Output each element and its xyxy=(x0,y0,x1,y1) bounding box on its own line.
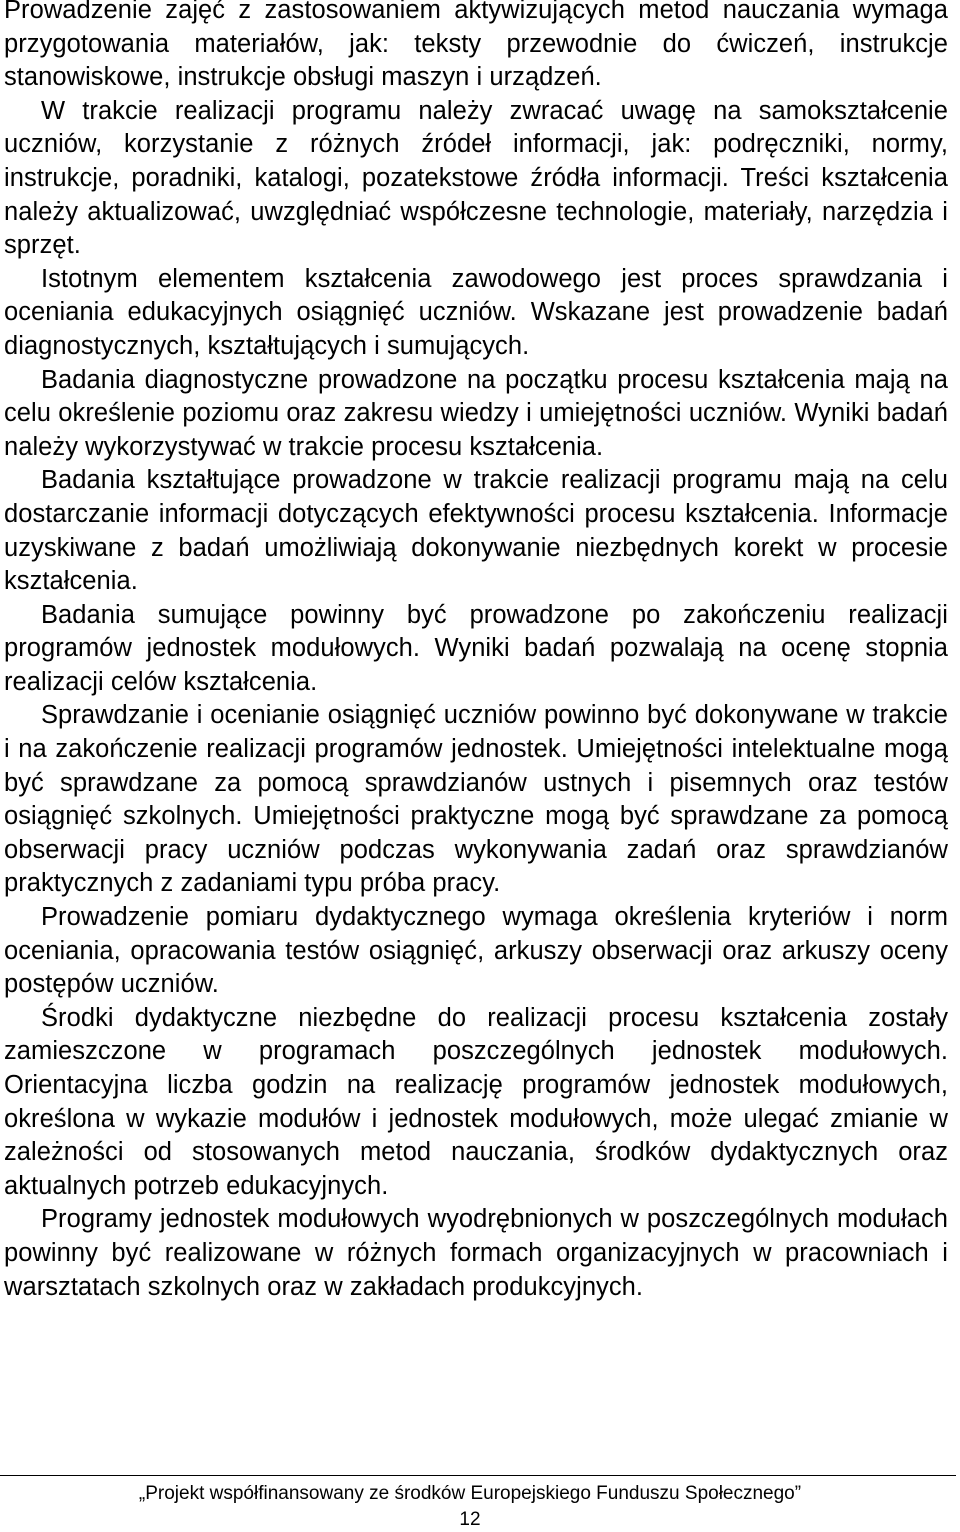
paragraph-materials: Prowadzenie zajęć z zastosowaniem aktywizujących metod nauczania wymaga przygotowania materiałów, jak: teksty przewodnie do ćwiczeń, instrukcje stanowiskowe, instrukcje obsługi maszyn i urządzeń. xyxy=(4,0,948,92)
paragraph-evaluation: Sprawdzanie i ocenianie osiągnięć uczniów powinno być dokonywane w trakcie i na zakończenie realizacji programów jednostek. Umiejętności intelektualne mogą być sprawdzane za pomocą sprawdzianów ustnych i pisemnych oraz testów osiągnięć szkolnych. Umiejętności praktyczne mogą być sprawdzane za pomocą obserwacji pracy uczniów podczas wykonywania zadań oraz sprawdzianów praktycznych z zadaniami typu próba pracy. xyxy=(4,701,948,898)
paragraph-measurement: Prowadzenie pomiaru dydaktycznego wymaga określenia kryteriów i norm oceniania, opracowania testów osiągnięć, arkuszy obserwacji oraz arkuszy oceny postępów uczniów. xyxy=(4,903,948,999)
document-body xyxy=(4,0,948,1304)
paragraph-summative: Badania sumujące powinny być prowadzone po zakończeniu realizacji programów jednostek modułowych. Wyniki badań pozwalają na ocenę stopnia realizacji celów kształcenia. xyxy=(4,600,948,696)
paragraph-assessment: Istotnym elementem kształcenia zawodowego jest proces sprawdzania i oceniania edukacyjnych osiągnięć uczniów. Wskazane jest prowadzenie badań diagnostycznych, kształtujących i sumujących. xyxy=(4,264,948,360)
paragraph-organization: Programy jednostek modułowych wyodrębnionych w poszczególnych modułach powinny być realizowane w różnych formach organizacyjnych w pracowniach i warsztatach szkolnych oraz w zakładach produkcyjnych. xyxy=(4,1205,948,1301)
paragraph-diagnostic: Badania diagnostyczne prowadzone na początku procesu kształcenia mają na celu określenie poziomu oraz zakresu wiedzy i umiejętności uczniów. Wyniki badań należy wykorzystywać w trakcie procesu kształcenia. xyxy=(4,365,948,461)
footer-funding-note: „Projekt współfinansowany ze środków Europejskiego Funduszu Społecznego” xyxy=(138,1483,802,1504)
paragraph-teaching-aids: Środki dydaktyczne niezbędne do realizacji procesu kształcenia zostały zamieszczone w programach poszczególnych jednostek modułowych. Orientacyjna liczba godzin na realizację programów jednostek modułowych, określona w wykazie modułów i jednostek modułowych, może ulegać zmianie w zależności od stosowanych metod nauczania, środków dydaktycznych oraz aktualnych potrzeb edukacyjnych. xyxy=(4,1003,948,1200)
footer-divider xyxy=(0,1475,956,1476)
page-number: 12 xyxy=(459,1509,481,1530)
paragraph-self-education: W trakcie realizacji programu należy zwracać uwagę na samokształcenie uczniów, korzystanie z różnych źródeł informacji, jak: podręczniki, normy, instrukcje, poradniki, katalogi, pozatekstowe źródła informacji. Treści kształcenia należy aktualizować, uwzględniać współczesne technologie, materiały, narzędzia i sprzęt. xyxy=(4,96,948,260)
paragraph-formative: Badania kształtujące prowadzone w trakcie realizacji programu mają na celu dostarczanie informacji dotyczących efektywności procesu kształcenia. Informacje uzyskiwane z badań umożliwiają dokonywanie niezbędnych korekt w procesie kształcenia. xyxy=(4,466,948,596)
